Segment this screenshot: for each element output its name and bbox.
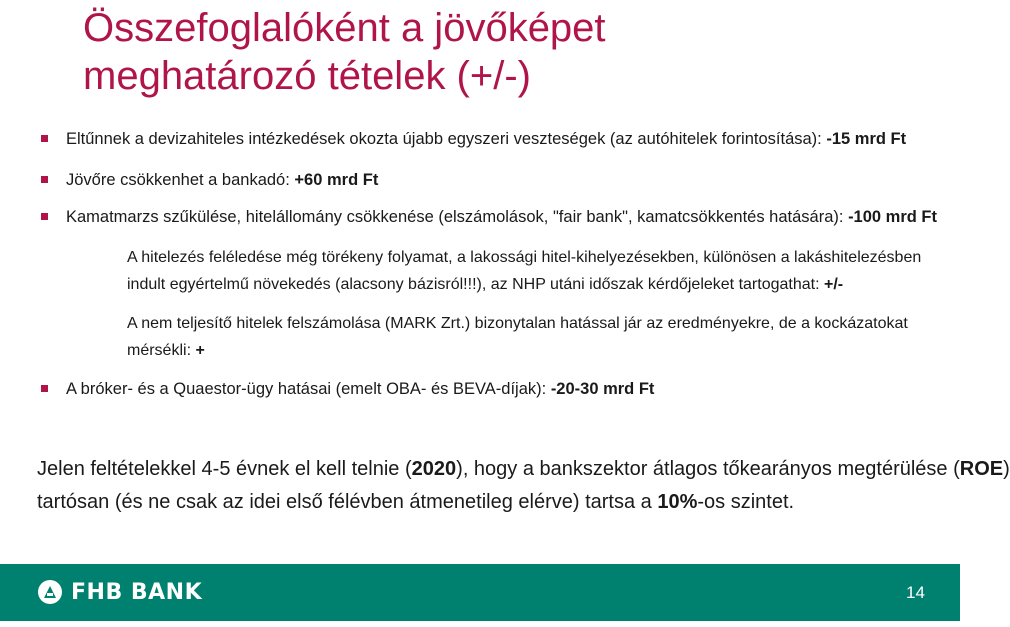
- sub-item-line-1: A nem teljesítő hitelek felszámolása (MARK Zrt.) bizonytalan hatással jár az eredményekre, de a kockázatokat: [127, 315, 908, 332]
- logo-text: FHB BANK: [71, 579, 203, 605]
- bullet-value: +60 mrd Ft: [294, 171, 379, 189]
- bullet-item-fx-loans: [66, 128, 946, 150]
- bullet-text: Kamatmarzs szűkülése, hitelállomány csökkenése (elszámolások, "fair bank", kamatcsökkentés hatására):: [66, 208, 849, 226]
- fhb-logo: [37, 578, 202, 606]
- bullet-item-bank-tax: [66, 169, 946, 191]
- summary-year: 2020: [411, 458, 457, 480]
- page-number: 14: [906, 583, 925, 602]
- bullet-value: -20-30 mrd Ft: [550, 380, 655, 398]
- bullet-value: -15 mrd Ft: [826, 130, 907, 148]
- summary-percentage: 10%: [657, 491, 698, 513]
- fhb-logo-icon: [37, 579, 63, 605]
- sub-item-line-2: mérsékli: +: [127, 342, 205, 359]
- bullet-item-broker-quaestor: [66, 378, 946, 400]
- bottom-border: [0, 621, 960, 627]
- summary-roe: ROE: [959, 458, 1004, 480]
- slide-title-line-2: meghatározó tételek (+/-): [83, 54, 531, 98]
- summary-paragraph: [37, 453, 1010, 519]
- bullet-text: Eltűnnek a devizahiteles intézkedések okozta újabb egyszeri veszteségek (az autóhitelek forintosítása):: [66, 130, 827, 148]
- summary-line-2: tartósan (és ne csak az idei első félévben átmenetileg elérve) tartsa a 10%-os szintet.: [37, 491, 795, 513]
- bullet-item-interest-margin: [66, 206, 946, 228]
- summary-line-1: Jelen feltételekkel 4-5 évnek el kell telnie (2020), hogy a bankszektor átlagos tőkearányos megtérülése (ROE): [37, 458, 1010, 480]
- sub-item-value: +: [195, 342, 205, 359]
- bullet-text: Jövőre csökkenhet a bankadó:: [66, 171, 295, 189]
- sub-item-npl-cleanup: [127, 310, 947, 364]
- footer-bar: [0, 564, 960, 621]
- sub-item-line-1: A hitelezés feléledése még törékeny folyamat, a lakossági hitel-kihelyezésekben, különösen a lakáshitelezésben: [127, 249, 922, 266]
- slide-title-line-1: Összefoglalóként a jövőképet: [83, 6, 606, 50]
- bullet-value: -100 mrd Ft: [848, 208, 937, 226]
- bullet-text: A bróker- és a Quaestor-ügy hatásai (emelt OBA- és BEVA-díjak):: [66, 380, 551, 398]
- sub-item-value: +/-: [823, 276, 844, 293]
- sub-item-lending-recovery: [127, 244, 947, 298]
- sub-item-line-2: indult egyértelmű növekedés (alacsony bázisról!!!), az NHP utáni időszak kérdőjeleket tartogathat: +/-: [127, 276, 844, 293]
- slide-title: [83, 4, 943, 100]
